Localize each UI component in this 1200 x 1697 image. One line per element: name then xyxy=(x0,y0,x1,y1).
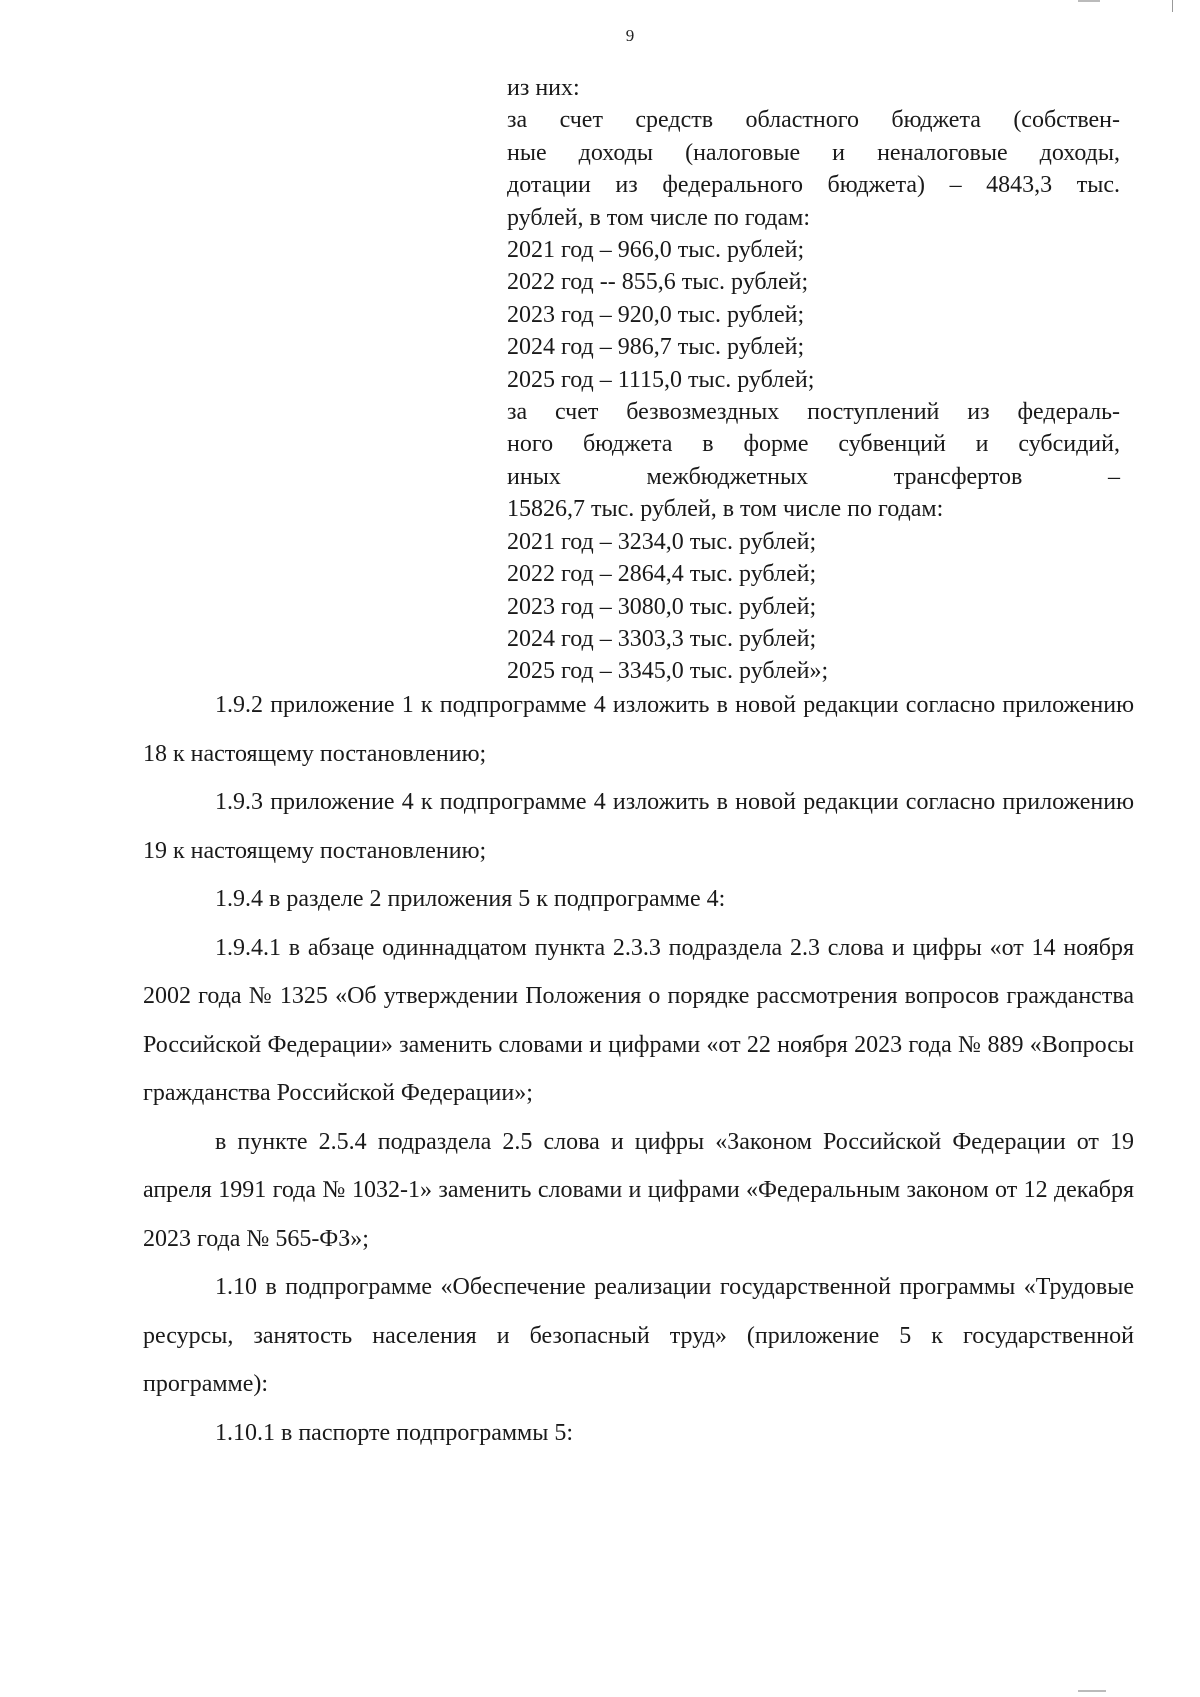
passport-line: 2022 год – 2864,4 тыс. рублей; xyxy=(507,561,817,588)
passport-line: 2021 год – 3234,0 тыс. рублей; xyxy=(507,528,817,555)
passport-line: за счет средств областного бюджета (собствен- xyxy=(507,107,1120,134)
body-paragraph: 1.10 в подпрограмме «Обеспечение реализации государственной программы «Трудовые ресурсы, занятость населения и безопасный труд» (приложение 5 к государственной программе): xyxy=(143,1274,1134,1397)
passport-line: 15826,7 тыс. рублей, в том числе по годам: xyxy=(507,496,944,523)
passport-line: 2024 год – 986,7 тыс. рублей; xyxy=(507,334,805,361)
passport-line: из них: xyxy=(507,75,580,101)
passport-funding-block xyxy=(507,72,1120,688)
body-paragraph: 1.10.1 в паспорте подпрограммы 5: xyxy=(215,1419,574,1446)
body-paragraph: 1.9.3 приложение 4 к подпрограмме 4 изложить в новой редакции согласно приложению 19 к настоящему постановлению; xyxy=(143,789,1134,864)
scan-edge-mark xyxy=(1172,0,1173,12)
passport-line: дотации из федерального бюджета) – 4843,3 тыс. xyxy=(507,172,1120,199)
body-paragraph: 1.9.4 в разделе 2 приложения 5 к подпрограмме 4: xyxy=(215,886,726,912)
body-paragraph: в пункте 2.5.4 подраздела 2.5 слова и цифры «Законом Российской Федерации от 19 апреля 1991 года № 1032-1» заменить словами и цифрами «Федеральным законом от 12 декабря 2023 года № 565-ФЗ»; xyxy=(143,1128,1134,1252)
passport-line: 2021 год – 966,0 тыс. рублей; xyxy=(507,237,805,264)
passport-line: ные доходы (налоговые и неналоговые доходы, xyxy=(507,139,1120,166)
body-paragraph: 1.9.4.1 в абзаце одиннадцатом пункта 2.3.3 подраздела 2.3 слова и цифры «от 14 ноября 2002 года № 1325 «Об утверждении Положения о порядке рассмотрения вопросов гражданства Российской Федерации» заменить словами и цифрами «от 22 ноября 2023 года № 889 «Вопросы гражданства Российской Федерации»; xyxy=(143,934,1134,1106)
passport-line: 2024 год – 3303,3 тыс. рублей; xyxy=(507,625,817,652)
passport-line: 2023 год – 920,0 тыс. рублей; xyxy=(507,301,805,328)
passport-line: 2025 год – 1115,0 тыс. рублей; xyxy=(507,366,815,393)
passport-line: за счет безвозмездных поступлений из федераль- xyxy=(507,399,1120,426)
scan-edge-mark xyxy=(1078,1690,1106,1692)
passport-line: рублей, в том числе по годам: xyxy=(507,204,810,231)
body-paragraph: 1.9.2 приложение 1 к подпрограмме 4 изложить в новой редакции согласно приложению 18 к настоящему постановлению; xyxy=(143,692,1134,767)
passport-line: 2022 год -- 855,6 тыс. рублей; xyxy=(507,269,809,296)
scan-edge-mark xyxy=(1078,0,1100,2)
passport-line: иных межбюджетных трансфертов – xyxy=(507,463,1120,490)
passport-line: 2023 год – 3080,0 тыс. рублей; xyxy=(507,593,817,620)
passport-line: ного бюджета в форме субвенций и субсидий, xyxy=(507,431,1120,458)
passport-line: 2025 год – 3345,0 тыс. рублей»; xyxy=(507,658,829,685)
document-body xyxy=(143,681,1134,1457)
page-number: 9 xyxy=(625,26,635,45)
